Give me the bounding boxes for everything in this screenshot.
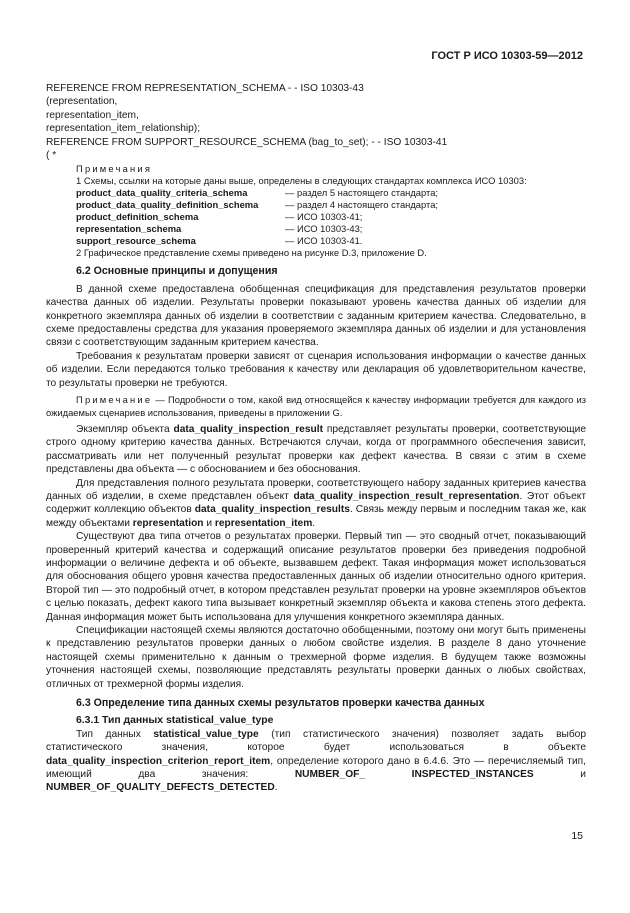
paragraph: Требования к результатам проверки зависят от сценария использования информации о качестве данных об изделии. Если передаются только требования к качеству или декларация об удовлетворительном качестве, то результаты проверки не требуются. — [46, 350, 586, 389]
text-run: . Этот объект содержит коллекцию объектов — [46, 490, 586, 516]
text-run: Экземпляр объекта — [76, 423, 174, 435]
text-run: представляет результаты проверки, соответствующие строго одному критерию качества данных. Встречаются случаи, когда от программного обеспечения зависит, рассматривать или нет полученный результат проверки как дефект качества. В связи с этим в схеме представлены два объекта — с обоснованием и без обоснования. — [46, 423, 586, 476]
notes-title: Примечания — [76, 163, 153, 175]
paragraph — [46, 423, 586, 477]
paragraph: Спецификации настоящей схемы являются достаточно обобщенными, поэтому они могут быть применены к представлению результатов проверки данных о любом свойстве изделия. В разделе 8 дано уточнение настоящей схемы применительно к данным о трехмерной форме изделия. В будущем также возможны уточнения настоящей схемы, позволяющие представлять результаты проверки данных о любых свойствах, отличных от трехмерной формы изделия. — [46, 625, 586, 690]
schema-name: representation_schema — [76, 223, 182, 235]
schema-ref: — раздел 5 настоящего стандарта; — [285, 187, 439, 199]
code-line: REFERENCE FROM REPRESENTATION_SCHEMA - - ISO 10303-43 — [46, 83, 364, 94]
schema-row — [76, 235, 586, 247]
schema-name: product_definition_schema — [76, 211, 199, 223]
schema-name: product_data_quality_criteria_schema — [76, 187, 248, 199]
section-6-2-title: 6.2 Основные принципы и допущения — [76, 265, 278, 278]
entity-name: data_quality_inspection_criterion_report_item — [46, 755, 271, 767]
entity-name: NUMBER_OF_QUALITY_DEFECTS_DETECTED — [46, 782, 275, 794]
note-label: Примечание — [76, 394, 153, 406]
text-run: и — [203, 517, 215, 529]
entity-name: statistical_value_type — [153, 728, 259, 740]
text-run: . Связь между первым и последним такая же, как между объектами — [46, 504, 586, 529]
schema-ref: — ИСО 10303-41; — [285, 211, 363, 223]
schema-ref: — ИСО 10303-41. — [285, 235, 363, 247]
paragraph: Существуют два типа отчетов о результатах проверки. Первый тип — это сводный отчет, показывающий проверенный критерий качества и содержащий описание результатов проверки без приведения подробной информации о величине дефекта и об объекте, вызвавшем дефект. Такая информация может использоваться для обоснования общего уровня качества предоставленных данных об изделии относительно одного критерия. Второй тип — это подробный отчет, в котором представлен результат проверки на уровне экземпляров объектов с целью показать, дефект какого типа вызывает конкретный экземпляр объекта и какова степень этого дефекта. Данная информация может быть использована для улучшения конкретного экземпляра данных. — [46, 531, 586, 623]
entity-name: NUMBER_OF_ INSPECTED_INSTANCES — [294, 769, 534, 781]
text-run: и — [533, 769, 586, 781]
code-line: ( * — [46, 150, 57, 162]
text-run: Для представления полного результата проверки, соответствующего набору заданных критериев качества данных об изделии, в схеме представлен объект — [46, 477, 586, 502]
entity-name: representation — [132, 517, 204, 529]
code-line: REFERENCE FROM SUPPORT_RESOURCE_SCHEMA (bag_to_set); - - ISO 10303-41 — [46, 136, 448, 148]
schema-ref: — ИСО 10303-43; — [285, 223, 363, 235]
code-line: representation_item, — [46, 109, 139, 121]
text-run: , определение которого дано в 6.4.6. Это — перечисляемый тип, имеющий два значения: — [46, 755, 586, 781]
text-run: . — [274, 782, 278, 794]
page-body — [46, 82, 586, 795]
page-number: 15 — [571, 830, 583, 842]
express-code — [46, 82, 586, 162]
schema-name: support_resource_schema — [76, 235, 196, 247]
section-6-3-title: 6.3 Определение типа данных схемы результатов проверки качества данных — [76, 697, 485, 710]
schema-row — [76, 187, 586, 199]
schema-ref: — раздел 4 настоящего стандарта; — [285, 199, 439, 211]
text-run: Тип данных — [76, 728, 154, 740]
paragraph — [46, 477, 586, 531]
entity-name: data_quality_inspection_results — [194, 504, 350, 516]
section-6-3-1-title: 6.3.1 Тип данных statistical_value_type — [76, 715, 274, 727]
note-2: 2 Графическое представление схемы приведено на рисунке D.3, приложение D. — [76, 247, 427, 259]
entity-name: representation_item — [214, 517, 313, 529]
text-run: (тип статистического значения) позволяет задать выбор статистического значения, которое будет использоваться в объекте — [46, 728, 586, 754]
schema-row — [76, 199, 586, 211]
schema-notes — [46, 163, 586, 259]
paragraph — [46, 728, 586, 795]
entity-name: data_quality_inspection_result_representation — [293, 490, 520, 502]
note-1: 1 Схемы, ссылки на которые даны выше, определены в следующих стандартах комплекса ИСО 10303: — [76, 175, 527, 187]
entity-name: data_quality_inspection_result — [173, 423, 323, 435]
schema-row — [76, 223, 586, 235]
schema-row — [76, 211, 586, 223]
inline-note — [46, 394, 586, 419]
note-text: — Подробности о том, какой вид относящейся к качеству информации требуется для каждого из ожидаемых сценариев использования, приведены в приложении G. — [46, 394, 586, 418]
standard-header: ГОСТ Р ИСО 10303-59—2012 — [431, 50, 583, 62]
code-line: representation_item_relationship); — [46, 123, 201, 135]
paragraph: В данной схеме предоставлена обобщенная спецификация для представления результатов проверки качества данных об изделии. Результаты проверки показывают уровень качества данных об изделии для конкретного экземпляра данных об изделии в соответствии с заданным критерием качества. Следовательно, в схеме предоставлены средства для указания проверяемого экземпляра данных об изделии и для установления связи с соответствующим заданным критерием качества. — [46, 283, 586, 349]
code-line: (representation, — [46, 96, 118, 108]
schema-name: product_data_quality_definition_schema — [76, 199, 259, 211]
text-run: . — [312, 517, 316, 529]
